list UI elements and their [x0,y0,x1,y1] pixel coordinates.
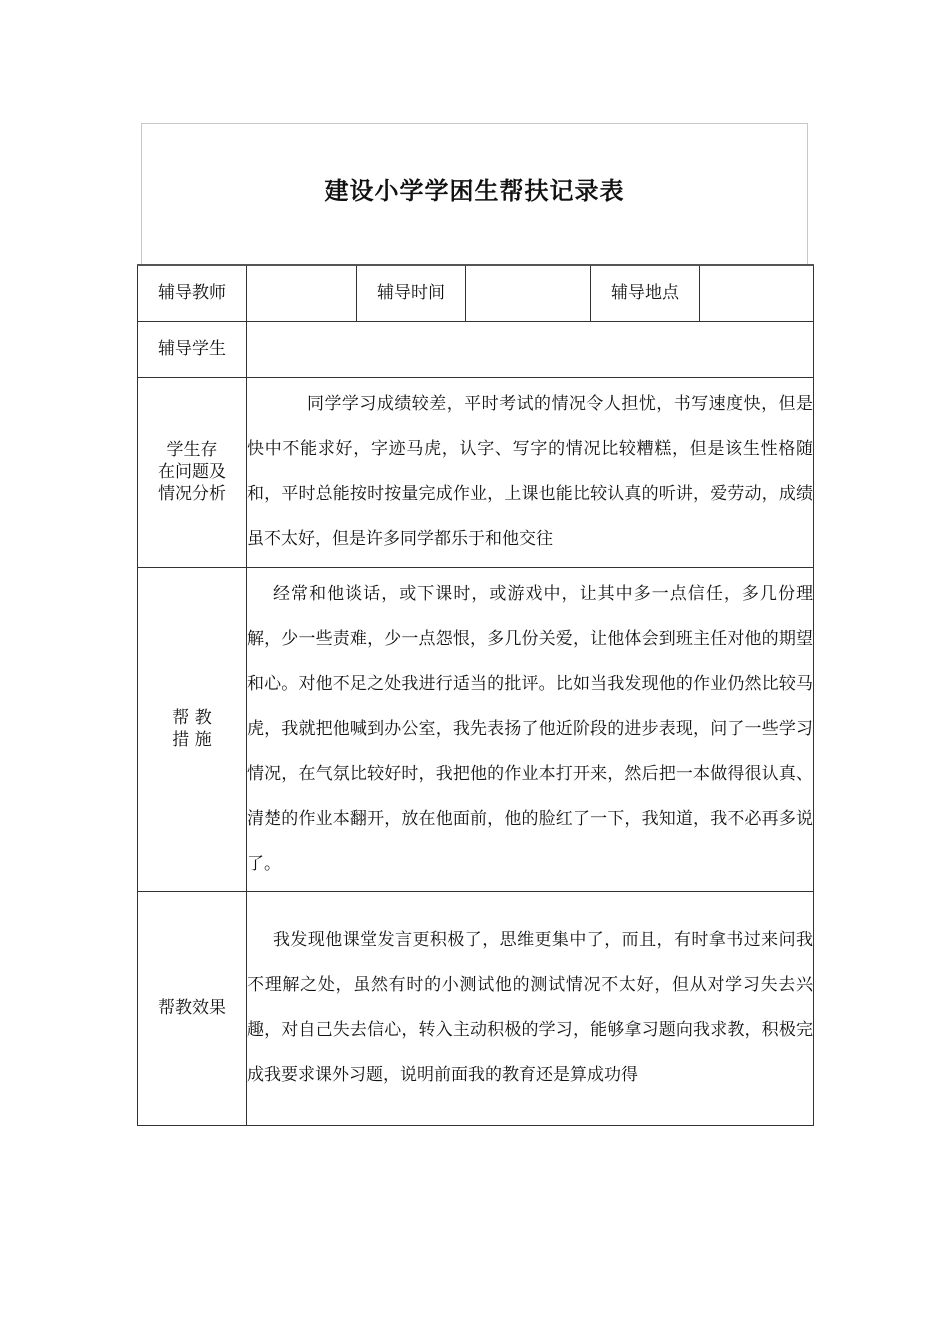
problem-label [138,377,247,567]
measures-label-line1: 帮 教 [172,708,212,728]
measures-row [138,567,814,891]
problem-label-line2: 在问题及 [158,462,226,482]
problem-analysis-text: 同学学习成绩较差，平时考试的情况令人担忧，书写速度快，但是快中不能求好，字迹马虎，认字、写字的情况比较糟糕，但是该生性格随和，平时总能按时按量完成作业，上课也能比较认真的听讲，爱劳动，成绩虽不太好，但是许多同学都乐于和他交往 [247,394,813,549]
place-value-cell[interactable] [700,265,814,321]
effect-label: 帮教效果 [138,891,247,1125]
time-value-cell[interactable] [466,265,591,321]
student-label: 辅导学生 [138,321,247,377]
problem-label-line3: 情况分析 [158,484,226,504]
problem-analysis-cell [247,377,814,567]
problem-row [138,377,814,567]
student-row [138,321,814,377]
record-table [137,264,814,1126]
effect-cell [247,891,814,1125]
problem-label-line1: 学生存 [166,440,218,460]
header-row [138,265,814,321]
student-value-cell[interactable] [247,321,814,377]
measures-cell [247,567,814,891]
title-box [141,123,808,264]
effect-row [138,891,814,1125]
measures-text: 经常和他谈话，或下课时，或游戏中，让其中多一点信任，多几份理解，少一些责难，少一点怨恨，多几份关爱，让他体会到班主任对他的期望和心。对他不足之处我进行适当的批评。比如当我发现他的作业仍然比较马虎，我就把他喊到办公室，我先表扬了他近阶段的进步表现，问了一些学习情况，在气氛比较好时，我把他的作业本打开来，然后把一本做得很认真、清楚的作业本翻开，放在他面前，他的脸红了一下，我知道，我不必再多说了。 [247,583,813,874]
time-label: 辅导时间 [357,265,466,321]
teacher-label: 辅导教师 [138,265,247,321]
measures-label [138,567,247,891]
place-label: 辅导地点 [591,265,700,321]
effect-text: 我发现他课堂发言更积极了，思维更集中了，而且，有时拿书过来问我不理解之处，虽然有时的小测试他的测试情况不太好，但从对学习失去兴趣，对自己失去信心，转入主动积极的学习，能够拿习题向我求教，积极完成我要求课外习题，说明前面我的教育还是算成功得 [247,930,813,1085]
teacher-value-cell[interactable] [247,265,357,321]
measures-label-line2: 措 施 [172,730,212,750]
page-title: 建设小学学困生帮扶记录表 [324,177,625,205]
